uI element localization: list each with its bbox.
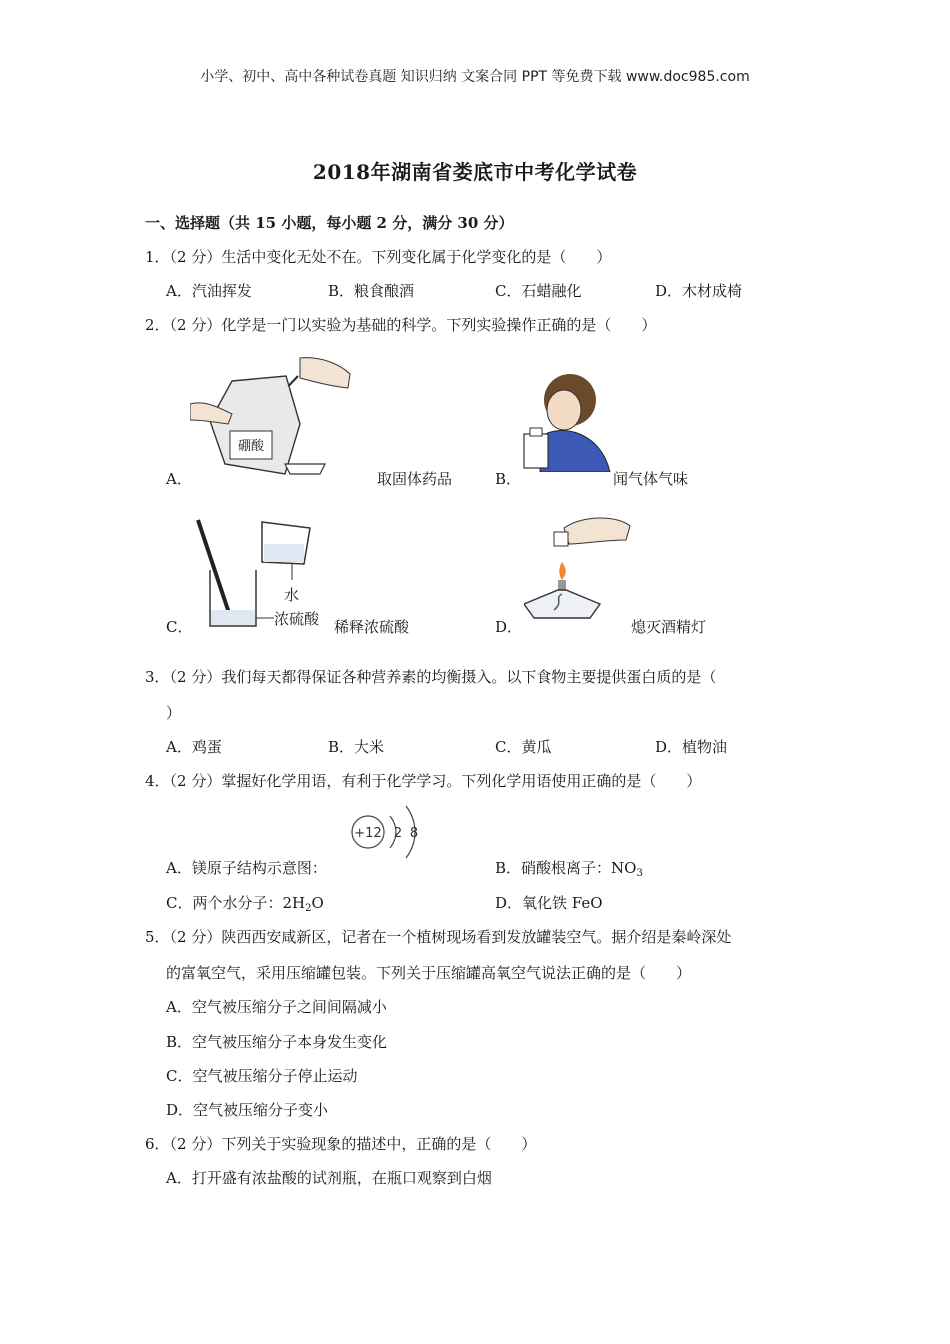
q5-option-c: C．空气被压缩分子停止运动 bbox=[166, 1067, 358, 1085]
q5-option-d: D．空气被压缩分子变小 bbox=[166, 1101, 329, 1119]
nucleus-charge: +12 bbox=[354, 826, 382, 841]
q4-option-c: C．两个水分子：$2H_2O$ bbox=[166, 894, 324, 914]
question-6-stem: 6．（2 分）下列关于实验现象的描述中，正确的是（ ） bbox=[145, 1135, 537, 1153]
q1-option-d: D．木材成椅 bbox=[655, 282, 743, 300]
q2-option-d-letter: D． bbox=[495, 618, 523, 636]
q2-option-c-letter: C． bbox=[166, 618, 193, 636]
question-4-stem: 4．（2 分）掌握好化学用语，有利于化学学习。下列化学用语使用正确的是（ ） bbox=[145, 772, 702, 790]
q3-option-b: B．大米 bbox=[328, 738, 385, 756]
question-2-stem: 2．（2 分）化学是一门以实验为基础的科学。下列实验操作正确的是（ ） bbox=[145, 316, 657, 334]
q1-option-a: A．汽油挥发 bbox=[166, 282, 252, 300]
q3-option-c: C．黄瓜 bbox=[495, 738, 552, 756]
reagent-label: 硼酸 bbox=[237, 439, 265, 454]
question-3-stem: 3．（2 分）我们每天都得保证各种营养素的均衡摄入。以下食物主要提供蛋白质的是（ bbox=[145, 668, 717, 686]
smell-gas-image bbox=[520, 372, 612, 472]
q2-option-c-caption: 稀释浓硫酸 bbox=[334, 618, 410, 636]
q2-option-a-caption: 取固体药品 bbox=[377, 470, 453, 488]
question-5-stem-line2: 的富氧空气，采用压缩罐包装。下列关于压缩罐高氧空气说法正确的是（ ） bbox=[166, 964, 692, 982]
question-3-stem-end: ） bbox=[166, 704, 182, 722]
q1-option-c: C．石蜡融化 bbox=[495, 282, 582, 300]
q4-option-b: B．硝酸根离子：$NO_3$ bbox=[495, 859, 643, 879]
q5-option-a: A．空气被压缩分子之间间隔减小 bbox=[166, 998, 387, 1016]
q3-option-a: A．鸡蛋 bbox=[166, 738, 222, 756]
question-5-stem: 5．（2 分）陕西西安咸新区，记者在一个植树现场看到发放罐装空气。据介绍是秦岭深处 bbox=[145, 928, 732, 946]
dilute-acid-image bbox=[192, 514, 332, 634]
shell-2-electrons: 8 bbox=[409, 826, 419, 841]
q6-option-a: A．打开盛有浓盐酸的试剂瓶，在瓶口观察到白烟 bbox=[166, 1169, 492, 1187]
shell-1-electrons: 2 bbox=[393, 826, 403, 841]
q5-option-b: B．空气被压缩分子本身发生变化 bbox=[166, 1033, 388, 1051]
q2-option-a-letter: A． bbox=[166, 470, 192, 488]
section-heading: 一、选择题（共 15 小题，每小题 2 分，满分 30 分） bbox=[145, 214, 514, 232]
q2-option-d-caption: 熄灭酒精灯 bbox=[631, 618, 707, 636]
q4-option-d: D．氧化铁 FeO bbox=[495, 894, 603, 912]
q1-option-b: B．粮食酿酒 bbox=[328, 282, 415, 300]
take-solid-reagent-image bbox=[190, 346, 370, 486]
question-1-stem: 1．（2 分）生活中变化无处不在。下列变化属于化学变化的是（ ） bbox=[145, 248, 612, 266]
q2-option-b-caption: 闻气体气味 bbox=[613, 470, 689, 488]
q4-option-a: A．镁原子结构示意图： bbox=[166, 859, 327, 877]
q2-option-b-letter: B． bbox=[495, 470, 522, 488]
acid-label: 浓硫酸 bbox=[274, 610, 320, 628]
magnesium-atom-diagram bbox=[344, 800, 440, 864]
site-header: 小学、初中、高中各种试卷真题 知识归纳 文案合同 PPT 等免费下载 www.doc985.com bbox=[200, 69, 750, 85]
extinguish-lamp-image bbox=[524, 510, 634, 630]
q3-option-d: D．植物油 bbox=[655, 738, 728, 756]
water-label: 水 bbox=[284, 586, 300, 604]
exam-title: 2018年湖南省娄底市中考化学试卷 bbox=[312, 160, 638, 184]
